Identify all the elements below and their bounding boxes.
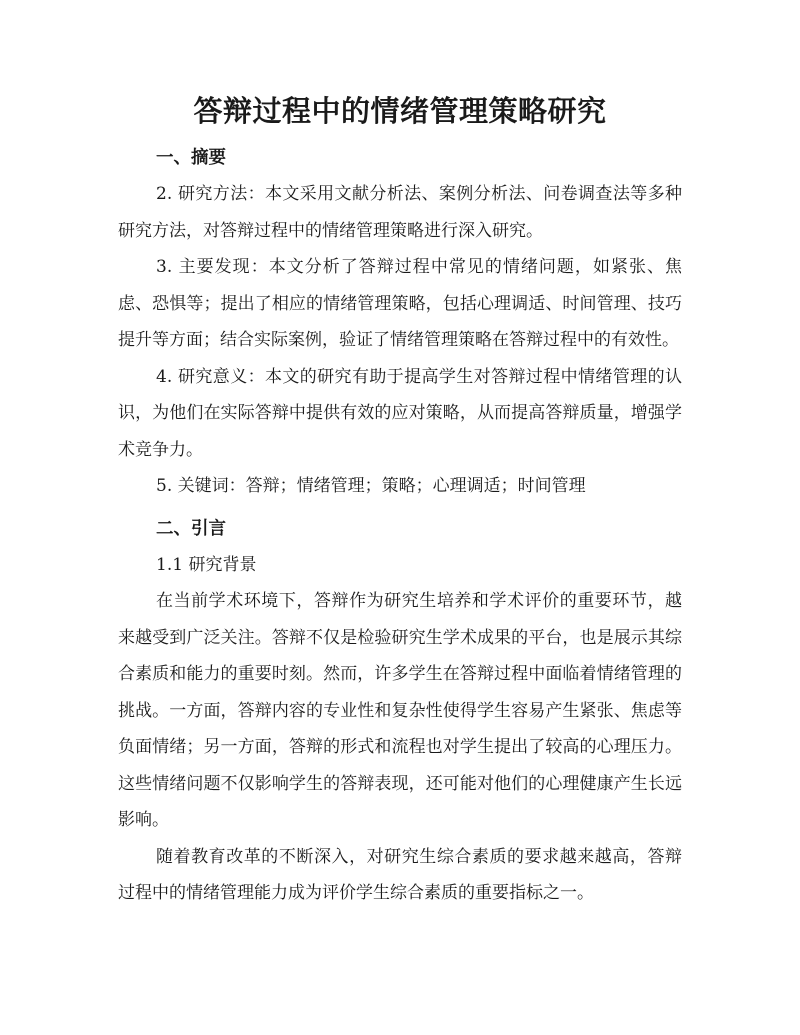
abstract-paragraph-findings: 3. 主要发现：本文分析了答辩过程中常见的情绪问题，如紧张、焦虑、恐惧等；提出了相应的情绪管理策略，包括心理调适、时间管理、技巧提升等方面；结合实际案例，验证了情绪管理策略在答辩过程中的有效性。 — [118, 257, 682, 350]
subsection-heading-background: 1.1 研究背景 — [156, 554, 257, 575]
section-heading-abstract: 一、摘要 — [156, 148, 226, 168]
section-heading-introduction: 二、引言 — [156, 518, 226, 539]
abstract-paragraph-keywords: 5. 关键词：答辩；情绪管理；策略；心理调适；时间管理 — [156, 476, 586, 496]
background-paragraph-1: 在当前学术环境下，答辩作为研究生培养和学术评价的重要环节，越来越受到广泛关注。答辩不仅是检验研究生学术成果的平台，也是展示其综合素质和能力的重要时刻。然而，许多学生在答辩过程中面临着情绪管理的挑战。一方面，答辩内容的专业性和复杂性使得学生容易产生紧张、焦虑等负面情绪；另一方面，答辩的形式和流程也对学生提出了较高的心理压力。这些情绪问题不仅影响学生的答辩表现，还可能对他们的心理健康产生长远影响。 — [118, 591, 682, 830]
document-title: 答辩过程中的情绪管理策略研究 — [193, 94, 607, 128]
background-paragraph-2: 随着教育改革的不断深入，对研究生综合素质的要求越来越高，答辩过程中的情绪管理能力成为评价学生综合素质的重要指标之一。 — [118, 846, 682, 903]
abstract-paragraph-significance: 4. 研究意义：本文的研究有助于提高学生对答辩过程中情绪管理的认识，为他们在实际答辩中提供有效的应对策略，从而提高答辩质量，增强学术竞争力。 — [118, 366, 682, 460]
abstract-paragraph-methods: 2. 研究方法：本文采用文献分析法、案例分析法、问卷调查法等多种研究方法，对答辩过程中的情绪管理策略进行深入研究。 — [118, 184, 682, 241]
